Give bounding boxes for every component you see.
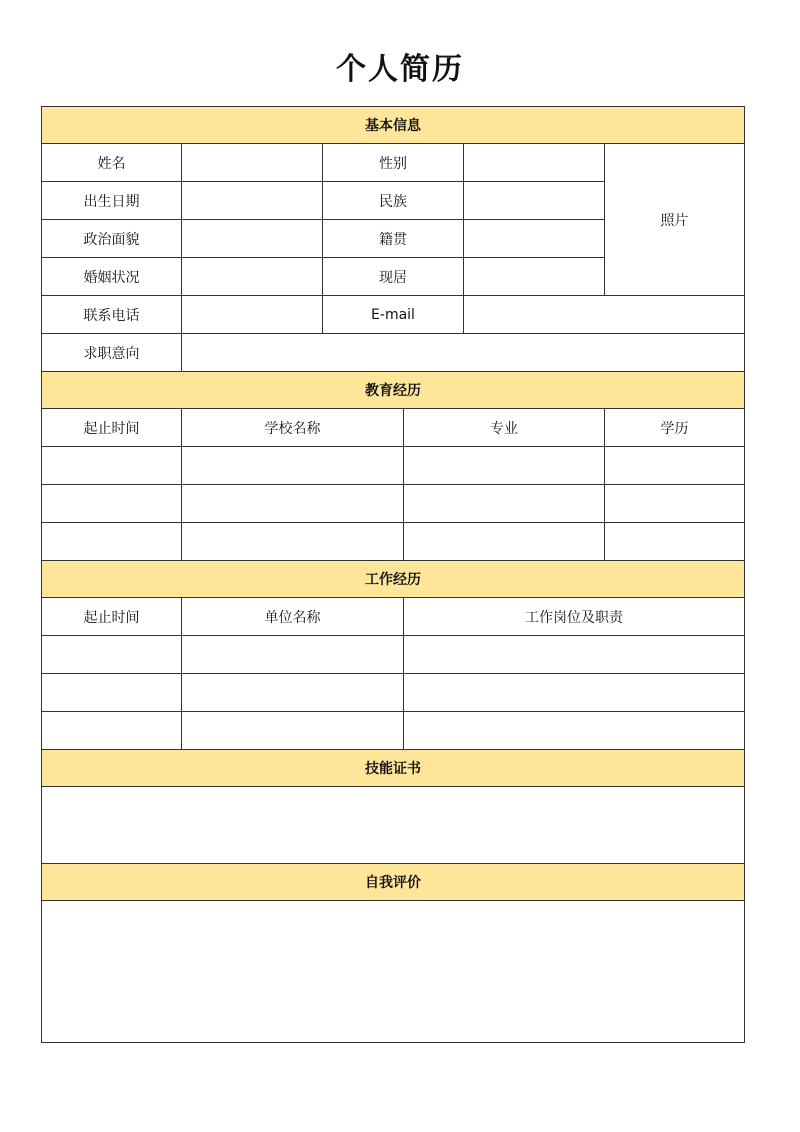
job-intent-field[interactable] (182, 334, 745, 372)
education-row (42, 447, 745, 485)
gender-label: 性别 (323, 144, 464, 182)
work-role-cell[interactable] (404, 712, 745, 750)
evaluation-content-area[interactable] (42, 901, 745, 1043)
residence-label: 现居 (323, 258, 464, 296)
phone-label: 联系电话 (42, 296, 182, 334)
work-header-role: 工作岗位及职责 (404, 598, 745, 636)
name-label: 姓名 (42, 144, 182, 182)
edu-school-cell[interactable] (182, 485, 404, 523)
work-role-cell[interactable] (404, 674, 745, 712)
work-company-cell[interactable] (182, 674, 404, 712)
work-period-cell[interactable] (42, 674, 182, 712)
edu-degree-cell[interactable] (605, 523, 745, 561)
edu-school-cell[interactable] (182, 447, 404, 485)
edu-header-major: 专业 (404, 409, 605, 447)
skills-content-area[interactable] (42, 787, 745, 864)
work-row (42, 674, 745, 712)
edu-degree-cell[interactable] (605, 447, 745, 485)
section-basic-info-header: 基本信息 (42, 107, 745, 144)
resume-table (41, 106, 745, 1043)
section-evaluation-header: 自我评价 (42, 864, 745, 901)
edu-period-cell[interactable] (42, 447, 182, 485)
edu-major-cell[interactable] (404, 523, 605, 561)
work-header-company: 单位名称 (182, 598, 404, 636)
birth-date-field[interactable] (182, 182, 323, 220)
gender-field[interactable] (464, 144, 605, 182)
edu-header-period: 起止时间 (42, 409, 182, 447)
email-field[interactable] (464, 296, 745, 334)
marital-status-label: 婚姻状况 (42, 258, 182, 296)
political-status-label: 政治面貌 (42, 220, 182, 258)
name-field[interactable] (182, 144, 323, 182)
work-header-period: 起止时间 (42, 598, 182, 636)
work-row (42, 712, 745, 750)
edu-school-cell[interactable] (182, 523, 404, 561)
birth-date-label: 出生日期 (42, 182, 182, 220)
edu-period-cell[interactable] (42, 485, 182, 523)
political-status-field[interactable] (182, 220, 323, 258)
work-row (42, 636, 745, 674)
education-row (42, 485, 745, 523)
work-company-cell[interactable] (182, 636, 404, 674)
work-company-cell[interactable] (182, 712, 404, 750)
section-work-header: 工作经历 (42, 561, 745, 598)
hometown-field[interactable] (464, 220, 605, 258)
ethnicity-field[interactable] (464, 182, 605, 220)
photo-area[interactable]: 照片 (605, 144, 745, 296)
edu-period-cell[interactable] (42, 523, 182, 561)
page-title: 个人简历 (336, 52, 464, 87)
edu-major-cell[interactable] (404, 447, 605, 485)
hometown-label: 籍贯 (323, 220, 464, 258)
ethnicity-label: 民族 (323, 182, 464, 220)
edu-header-school: 学校名称 (182, 409, 404, 447)
email-label: E-mail (323, 296, 464, 334)
phone-field[interactable] (182, 296, 323, 334)
section-skills-header: 技能证书 (42, 750, 745, 787)
job-intent-label: 求职意向 (42, 334, 182, 372)
education-row (42, 523, 745, 561)
work-role-cell[interactable] (404, 636, 745, 674)
residence-field[interactable] (464, 258, 605, 296)
marital-status-field[interactable] (182, 258, 323, 296)
edu-degree-cell[interactable] (605, 485, 745, 523)
work-period-cell[interactable] (42, 636, 182, 674)
edu-header-degree: 学历 (605, 409, 745, 447)
work-period-cell[interactable] (42, 712, 182, 750)
edu-major-cell[interactable] (404, 485, 605, 523)
section-education-header: 教育经历 (42, 372, 745, 409)
